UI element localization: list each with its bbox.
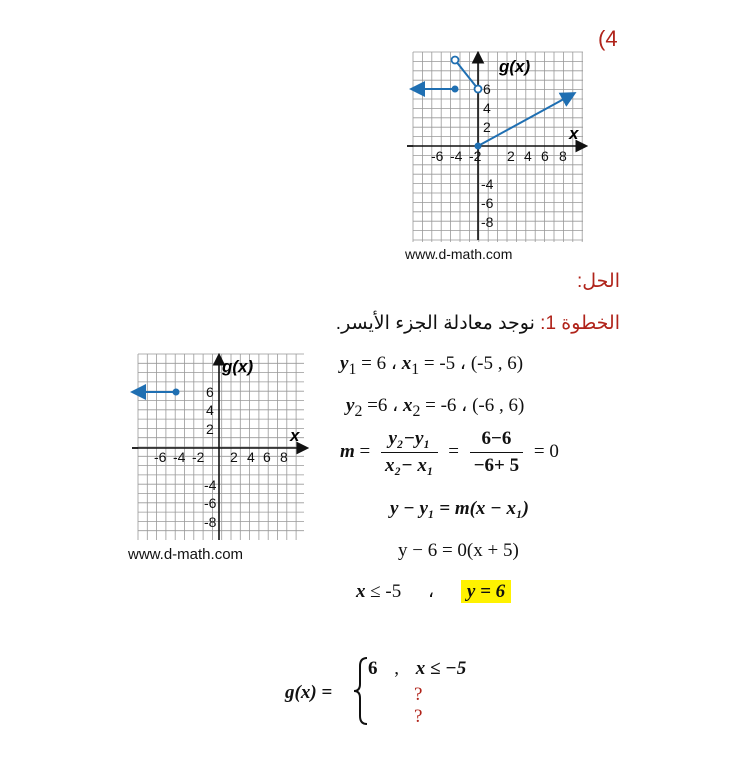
- graph-top: [405, 50, 590, 246]
- y-tick: 4: [206, 402, 214, 418]
- text: ,: [394, 658, 399, 679]
- text: = -6 ، (-6 , 6): [420, 395, 525, 416]
- text: ≤ -5: [365, 581, 402, 602]
- x-tick: 8: [559, 148, 567, 164]
- y-tick: -6: [204, 495, 217, 511]
- eq-substituted: y − 6 = 0(x + 5): [398, 540, 519, 561]
- denominator: x₂− x₁: [385, 455, 434, 476]
- piecewise-row3: ?: [414, 706, 423, 727]
- sub: 1: [348, 360, 357, 378]
- step1-line: [336, 312, 620, 335]
- eq-slope: [340, 428, 559, 477]
- x-tick: -6: [431, 148, 444, 164]
- text: ،: [428, 581, 435, 602]
- answer-highlight: y = 6: [461, 580, 511, 603]
- step1-text: نوجد معادلة الجزء الأيسر.: [335, 313, 535, 334]
- sub: 1: [411, 360, 420, 378]
- x-axis-label: x: [290, 426, 300, 445]
- watermark-top: www.d-math.com: [405, 246, 513, 262]
- eq-point-slope: y − y₁ = m(x − x₁): [390, 498, 529, 519]
- x-tick: 4: [524, 148, 532, 164]
- x-tick: 4: [247, 449, 255, 465]
- x-tick: 8: [280, 449, 288, 465]
- closed-point: [452, 86, 459, 93]
- var: x: [402, 395, 413, 416]
- var: m: [340, 440, 355, 462]
- eq-point1: [340, 352, 523, 379]
- x-tick: -4: [450, 148, 463, 164]
- y-tick: 2: [483, 119, 491, 135]
- y-tick: -4: [204, 477, 217, 493]
- x-tick: 6: [263, 449, 271, 465]
- y-tick: -8: [481, 214, 494, 230]
- numerator: y₂−y₁: [381, 428, 438, 453]
- open-point-mid: [475, 86, 482, 93]
- y-tick: 6: [206, 384, 214, 400]
- x-tick: -2: [469, 148, 482, 164]
- step1-label: الخطوة 1:: [540, 313, 620, 334]
- var: x: [356, 581, 366, 602]
- y-tick: -4: [481, 176, 494, 192]
- x-tick: 2: [230, 449, 238, 465]
- segment-middle: [455, 60, 478, 89]
- var: y: [346, 395, 355, 416]
- denominator: −6+ 5: [473, 455, 520, 476]
- closed-point: [173, 389, 180, 396]
- piecewise-row1: [368, 658, 466, 680]
- fraction-formula: [381, 428, 438, 477]
- piecewise-lhs: g(x) =: [285, 682, 333, 703]
- x-tick: -2: [192, 449, 205, 465]
- function-label: g(x): [222, 357, 254, 376]
- solution-heading: الحل:: [576, 271, 620, 292]
- sub: 2: [412, 402, 421, 420]
- y-tick: 6: [483, 81, 491, 97]
- problem-number: (4: [598, 26, 618, 51]
- text: =: [359, 440, 371, 462]
- x-axis-label: x: [569, 124, 579, 143]
- var: x: [401, 353, 412, 374]
- x-tick: -6: [154, 449, 167, 465]
- text: =6 ،: [362, 395, 403, 416]
- eq-domain: [356, 580, 511, 603]
- graph-small: [130, 352, 310, 544]
- eq-point2: [346, 394, 524, 421]
- text: = 0: [533, 440, 559, 462]
- sub: 2: [354, 402, 363, 420]
- y-tick: 2: [206, 421, 214, 437]
- var: y: [340, 353, 349, 374]
- x-tick: 6: [541, 148, 549, 164]
- text: =: [448, 440, 459, 462]
- watermark-small: www.d-math.com: [128, 546, 244, 563]
- function-label: g(x): [499, 57, 531, 76]
- numerator: 6−6: [470, 428, 523, 453]
- y-tick: -6: [481, 195, 494, 211]
- y-tick: 4: [483, 100, 491, 116]
- fraction-values: [470, 428, 523, 477]
- condition: x ≤ −5: [415, 658, 467, 679]
- value: 6: [368, 658, 378, 679]
- x-tick: 2: [507, 148, 515, 164]
- y-tick: -8: [204, 514, 217, 530]
- x-tick: -4: [173, 449, 186, 465]
- piecewise-row2: ?: [414, 684, 423, 705]
- open-point-top: [452, 57, 459, 64]
- text: = 6 ،: [356, 353, 402, 374]
- text: = -5 ، (-5 , 6): [419, 353, 524, 374]
